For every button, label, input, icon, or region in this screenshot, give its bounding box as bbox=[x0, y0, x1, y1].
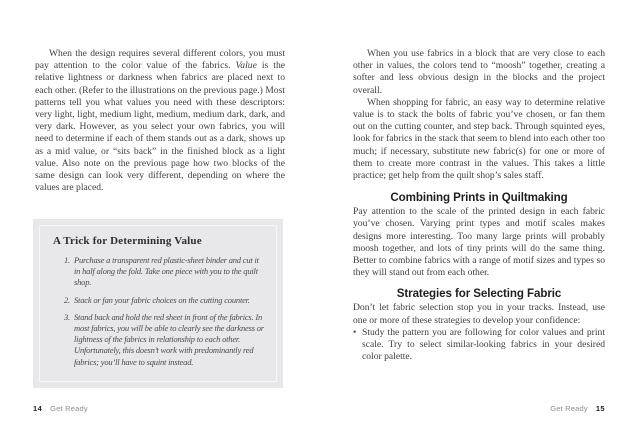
page-number-left: 14 bbox=[33, 404, 43, 413]
page-number-right: 15 bbox=[595, 404, 605, 413]
section-body-strategies: Don’t let fabric selection stop you in your tracks. Instead, use one or more of these strategies to develop your confidence: bbox=[353, 302, 605, 326]
tip-item-number: 2. bbox=[64, 294, 70, 305]
tip-box-frame bbox=[39, 225, 277, 382]
tip-item-number: 3. bbox=[64, 311, 70, 322]
tip-item-3 bbox=[64, 312, 265, 368]
tip-item-2 bbox=[64, 295, 265, 306]
tip-item-text: Stack or fan your fabric choices on the cutting counter. bbox=[74, 294, 250, 305]
tip-box bbox=[33, 219, 283, 388]
heading-combining-prints: Combining Prints in Quiltmaking bbox=[390, 191, 568, 205]
bullet-icon: • bbox=[353, 326, 357, 338]
tip-item-1 bbox=[64, 255, 265, 289]
right-paragraph-shopping: When shopping for fabric, an easy way to determine relative value is to stack the bolts of fabric you’ve chosen, or fan them out on the cutting counter, and step back. Through squinted eyes, look for fabrics in the stack that seem to blend into each other too much; if necessary, substitute new fabric(s) for one or more of them to create more contrast in the values. This takes a little practice; get help from the quilt shop’s sales staff. bbox=[353, 96, 605, 182]
section-label-left: Get Ready bbox=[50, 404, 88, 413]
right-paragraph-moosh: When you use fabrics in a block that are very close to each other in values, the colors tend to “moosh” together, creating a softer and less obvious design in the blocks and the project overall. bbox=[353, 48, 605, 96]
page-right-text-column bbox=[353, 48, 605, 363]
footer-left bbox=[33, 404, 88, 413]
strategy-bullet-text: Study the pattern you are following for color values and print scale. Try to select similar-looking fabrics in your desired color palette. bbox=[362, 326, 605, 363]
tip-item-text: Purchase a transparent red plastic-sheet binder and cut it in half along the fold. Take one piece with you to the quilt shop. bbox=[74, 255, 259, 288]
strategy-bullet-item bbox=[353, 327, 605, 364]
section-body-combining-prints: Pay attention to the scale of the printed design in each fabric you’ve chosen. Varying print types and motif scales makes designs more interesting. Too many large prints will probably moosh together, and lots of tiny prints will do the same thing. Better to combine fabrics with a range of motif sizes and types so they will stand out from each other. bbox=[353, 206, 605, 279]
tip-item-number: 1. bbox=[64, 255, 70, 265]
tip-box-title: A Trick for Determining Value bbox=[53, 235, 202, 247]
tip-item-text: Stand back and hold the red sheet in front of the fabrics. In most fabrics, you will be able to clearly see the darkness or lightness of the fabrics in relationship to each other. Unfortunately, this doesn’t work with predominantly red fabrics; you’ll have to squint instead. bbox=[74, 311, 264, 367]
page-left-text-column bbox=[35, 48, 285, 194]
heading-strategies: Strategies for Selecting Fabric bbox=[396, 287, 562, 301]
left-paragraph-color-value: When the design requires several different colors, you must pay attention to the color value of the fabrics. Value is the relative lightness or darkness when fabrics are placed next to each other. (Refer to the illustrations on the previous page.) Most patterns tell you what values you need with these descriptors: very light, light, medium light, medium, medium dark, dark, and very dark. However, as you select your own fabrics, you will need to determine if each of them stands out as a dark, shows up as a mid value, or “sits back” in the finished block as a light value. Also note on the previous page how two blocks of the same design can look very different, depending on where the values are placed. bbox=[35, 48, 286, 194]
section-label-right: Get Ready bbox=[550, 404, 588, 413]
footer-right bbox=[550, 404, 605, 413]
